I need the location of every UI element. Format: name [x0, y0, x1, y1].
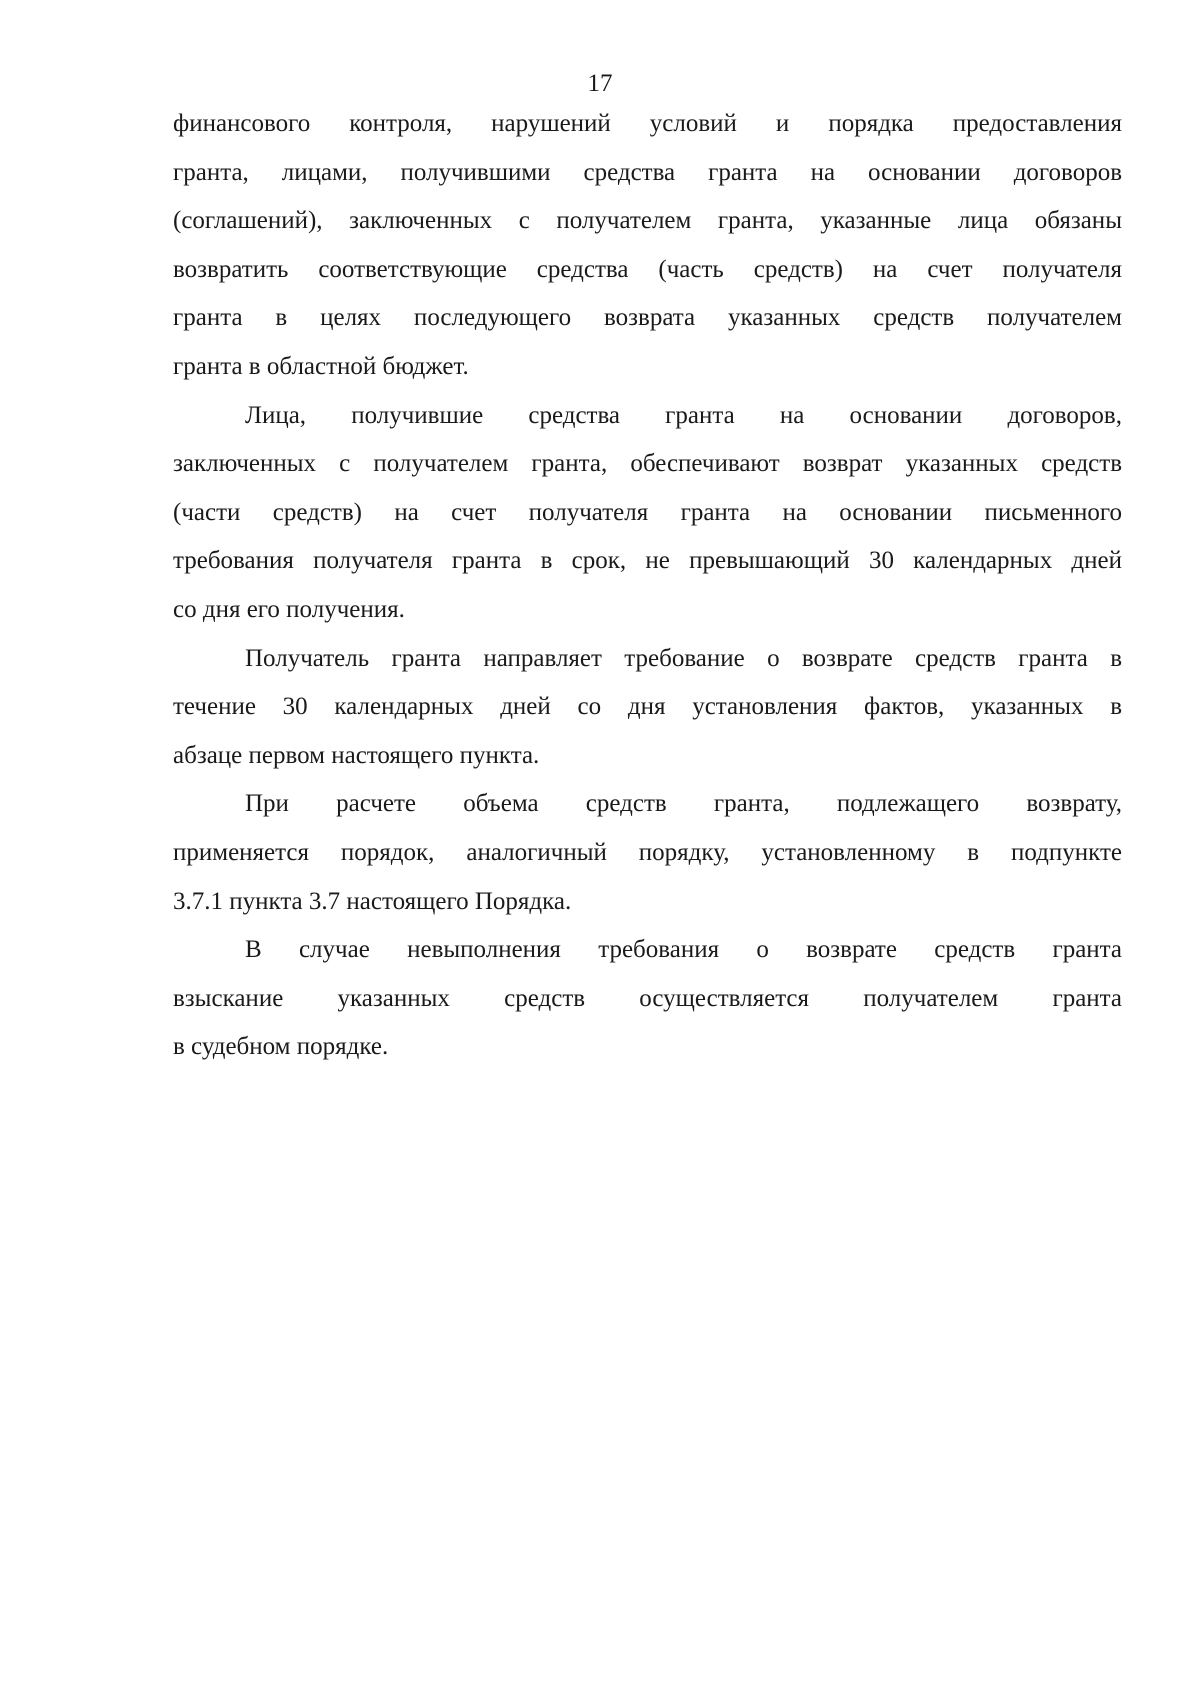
paragraph-3 — [173, 635, 1122, 781]
text-line: заключенных с получателем гранта, обеспечивают возврат указанных средств — [173, 450, 1122, 478]
text-line: требования получателя гранта в срок, не превышающий 30 календарных дней — [173, 547, 1122, 575]
document-body — [173, 100, 1122, 1072]
text-line: При расчете объема средств гранта, подлежащего возврату, — [245, 790, 1122, 818]
text-line: Лица, получившие средства гранта на основании договоров, — [245, 401, 1122, 429]
text-line: абзаце первом настоящего пункта. — [173, 741, 540, 769]
text-line: со дня его получения. — [173, 595, 405, 623]
text-line: применяется порядок, аналогичный порядку, установленному в подпункте — [173, 838, 1122, 866]
text-line: Получатель гранта направляет требование о возврате средств гранта в — [245, 644, 1122, 672]
text-line: финансового контроля, нарушений условий и порядка предоставления — [173, 110, 1122, 137]
text-line: (части средств) на счет получателя гранта на основании письменного — [173, 498, 1122, 526]
text-line: гранта в областной бюджет. — [173, 352, 469, 380]
text-line: (соглашений), заключенных с получателем гранта, указанные лица обязаны — [173, 207, 1122, 235]
paragraph-1 — [173, 100, 1122, 392]
text-line: 3.7.1 пункта 3.7 настоящего Порядка. — [173, 887, 572, 915]
text-line: взыскание указанных средств осуществляется получателем гранта — [173, 984, 1122, 1012]
text-line: гранта в целях последующего возврата указанных средств получателем — [173, 304, 1122, 332]
text-line: В случае невыполнения требования о возврате средств гранта — [245, 936, 1122, 964]
page-number: 17 — [587, 70, 613, 97]
text-line: гранта, лицами, получившими средства гранта на основании договоров — [173, 158, 1122, 186]
text-line: возвратить соответствующие средства (часть средств) на счет получателя — [173, 255, 1122, 283]
paragraph-2 — [173, 392, 1122, 635]
paragraph-5 — [173, 926, 1122, 1072]
paragraph-4 — [173, 780, 1122, 926]
text-line: в судебном порядке. — [173, 1033, 389, 1061]
text-line: течение 30 календарных дней со дня установления фактов, указанных в — [173, 693, 1122, 721]
